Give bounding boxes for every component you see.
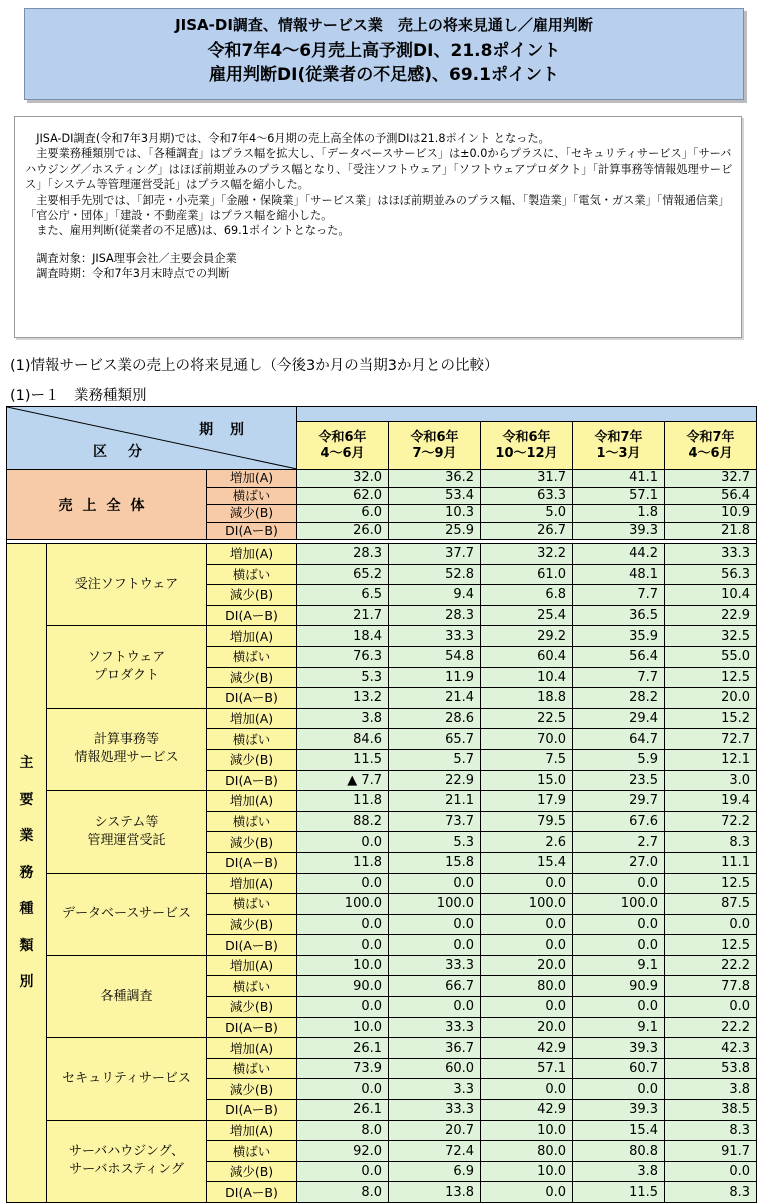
table-cell: 26.1	[297, 1038, 389, 1059]
business-type-label	[47, 1120, 207, 1202]
table-cell: 20.7	[389, 1120, 481, 1141]
table-cell: 56.4	[573, 646, 665, 667]
business-type-label	[47, 955, 207, 1037]
table-cell: 0.0	[665, 997, 757, 1018]
table-cell: 92.0	[297, 1141, 389, 1162]
banner-title-line3: 雇用判断DI(従業者の不足感)、69.1ポイント	[209, 65, 559, 85]
table-cell: 60.7	[573, 1058, 665, 1079]
table-cell: 8.0	[297, 1120, 389, 1141]
category-char: 務	[19, 864, 34, 881]
table-cell: 7.7	[573, 585, 665, 606]
table-cell: 15.4	[481, 852, 573, 873]
summary-box	[14, 116, 742, 338]
table-cell: 22.9	[665, 605, 757, 626]
table-cell: 17.9	[481, 791, 573, 812]
business-type-label	[47, 791, 207, 873]
table-cell: 29.4	[573, 708, 665, 729]
table-cell: 53.4	[389, 487, 481, 505]
business-type-line2: サーバホスティング	[69, 1162, 184, 1178]
period-header	[573, 422, 665, 470]
table-row	[7, 955, 757, 976]
row-label: 減少(B)	[207, 997, 297, 1018]
row-label: 横ばい	[207, 1058, 297, 1079]
table-cell: 19.4	[665, 791, 757, 812]
table-cell: 73.9	[297, 1058, 389, 1079]
period-header	[297, 422, 389, 470]
table-cell: 0.0	[297, 1079, 389, 1100]
table-cell: 29.2	[481, 626, 573, 647]
table-cell: 6.9	[389, 1161, 481, 1182]
row-label: DI(AーB)	[207, 1182, 297, 1203]
table-cell: 42.3	[665, 1038, 757, 1059]
table-cell: 0.0	[481, 873, 573, 894]
period-header-band	[297, 407, 757, 422]
row-label: 減少(B)	[207, 914, 297, 935]
row-label: 横ばい	[207, 729, 297, 750]
table-cell: ▲ 7.7	[297, 770, 389, 791]
table-cell: 0.0	[297, 1161, 389, 1182]
table-cell: 37.7	[389, 544, 481, 565]
table-cell: 2.7	[573, 832, 665, 853]
row-label: 増加(A)	[207, 544, 297, 565]
table-cell: 73.7	[389, 811, 481, 832]
table-cell: 22.9	[389, 770, 481, 791]
row-label: 横ばい	[207, 646, 297, 667]
business-type-line1: 各種調査	[100, 988, 153, 1004]
table-cell: 79.5	[481, 811, 573, 832]
table-cell: 22.2	[665, 1017, 757, 1038]
table-cell: 32.2	[481, 544, 573, 565]
period-year: 令和6年	[502, 429, 551, 445]
row-label: 横ばい	[207, 811, 297, 832]
table-cell: 26.1	[297, 1100, 389, 1121]
table-cell: 0.0	[297, 997, 389, 1018]
table-cell: 26.7	[481, 522, 573, 540]
business-type-line1: 計算事務等	[93, 732, 159, 748]
table-cell: 91.7	[665, 1141, 757, 1162]
row-label: 減少(B)	[207, 749, 297, 770]
table-cell: 42.9	[481, 1100, 573, 1121]
table-cell: 32.5	[665, 626, 757, 647]
subsection-title: (1)ー１ 業務種類別	[10, 388, 147, 404]
row-label: DI(AーB)	[207, 688, 297, 709]
period-year: 令和6年	[318, 429, 367, 445]
category-char: 別	[19, 974, 34, 991]
row-label: DI(AーB)	[207, 1100, 297, 1121]
table-cell: 29.7	[573, 791, 665, 812]
table-cell: 3.8	[665, 1079, 757, 1100]
table-row	[7, 873, 757, 894]
table-cell: 12.5	[665, 667, 757, 688]
table-cell: 28.3	[297, 544, 389, 565]
table-cell: 5.7	[389, 749, 481, 770]
category-char: 主	[19, 755, 34, 772]
table-cell: 22.2	[665, 955, 757, 976]
table-cell: 11.5	[297, 749, 389, 770]
table-cell: 12.5	[665, 873, 757, 894]
table-cell: 10.0	[481, 1161, 573, 1182]
row-label: 減少(B)	[207, 1079, 297, 1100]
row-label: 横ばい	[207, 976, 297, 997]
row-label: DI(AーB)	[207, 605, 297, 626]
table-cell: 20.0	[481, 1017, 573, 1038]
table-row	[7, 791, 757, 812]
table-cell: 0.0	[665, 914, 757, 935]
table-cell: 11.9	[389, 667, 481, 688]
table-cell: 28.3	[389, 605, 481, 626]
table-cell: 10.4	[665, 585, 757, 606]
table-cell: 0.0	[573, 1079, 665, 1100]
table-cell: 57.1	[573, 487, 665, 505]
banner-title-line2: 令和7年4～6月売上高予測DI、21.8ポイント	[207, 41, 561, 61]
table-cell: 7.7	[573, 667, 665, 688]
row-label: 減少(B)	[207, 585, 297, 606]
row-label: 減少(B)	[207, 832, 297, 853]
table-cell: 0.0	[297, 914, 389, 935]
row-label: 増加(A)	[207, 626, 297, 647]
table-cell: 0.0	[481, 997, 573, 1018]
table-cell: 21.4	[389, 688, 481, 709]
table-cell: 53.8	[665, 1058, 757, 1079]
table-cell: 8.0	[297, 1182, 389, 1203]
table-cell: 6.5	[297, 585, 389, 606]
table-cell: 10.0	[297, 1017, 389, 1038]
table-cell: 12.1	[665, 749, 757, 770]
table-cell: 15.0	[481, 770, 573, 791]
period-year: 令和6年	[410, 429, 459, 445]
period-months: 4～6月	[320, 445, 365, 461]
business-type-line1: 受注ソフトウェア	[74, 576, 179, 592]
table-cell: 0.0	[573, 914, 665, 935]
table-cell: 11.8	[297, 852, 389, 873]
table-cell: 15.4	[573, 1120, 665, 1141]
table-cell: 54.8	[389, 646, 481, 667]
category-vertical-label	[7, 544, 47, 1203]
table-cell: 28.2	[573, 688, 665, 709]
table-cell: 48.1	[573, 564, 665, 585]
title-banner	[24, 8, 744, 100]
table-cell: 21.8	[665, 522, 757, 540]
table-cell: 80.0	[481, 976, 573, 997]
table-cell: 65.2	[297, 564, 389, 585]
table-cell: 26.0	[297, 522, 389, 540]
sales-outlook-table	[6, 406, 757, 1203]
survey-target: 調査対象：JISA理事会社／主要会員企業	[36, 251, 237, 265]
table-cell: 3.0	[665, 770, 757, 791]
table-cell: 80.8	[573, 1141, 665, 1162]
sales-total-label: 売上全体	[7, 470, 207, 540]
business-type-line1: セキュリティサービス	[62, 1070, 191, 1086]
period-months: 1～3月	[596, 445, 641, 461]
table-cell: 72.4	[389, 1141, 481, 1162]
table-cell: 100.0	[297, 894, 389, 915]
table-cell: 41.1	[573, 470, 665, 488]
table-cell: 33.3	[389, 626, 481, 647]
row-label: 横ばい	[207, 564, 297, 585]
table-cell: 32.0	[297, 470, 389, 488]
table-cell: 57.1	[481, 1058, 573, 1079]
table-row	[7, 470, 757, 488]
row-label: 増加(A)	[207, 1038, 297, 1059]
table-cell: 88.2	[297, 811, 389, 832]
table-cell: 8.3	[665, 1182, 757, 1203]
row-label: DI(AーB)	[207, 852, 297, 873]
table-cell: 33.3	[389, 955, 481, 976]
table-cell: 10.0	[481, 1120, 573, 1141]
table-cell: 3.8	[297, 708, 389, 729]
table-cell: 76.3	[297, 646, 389, 667]
row-label: 横ばい	[207, 487, 297, 505]
banner-title-line1: JISA-DI調査、情報サービス業 売上の将来見通し／雇用判断	[175, 16, 593, 34]
table-cell: 21.7	[297, 605, 389, 626]
business-type-line2: 管理運営受託	[87, 832, 166, 848]
table-cell: 5.3	[297, 667, 389, 688]
table-cell: 42.9	[481, 1038, 573, 1059]
table-cell: 72.7	[665, 729, 757, 750]
business-type-line1: ソフトウェア	[87, 650, 166, 666]
period-months: 4～6月	[688, 445, 733, 461]
table-cell: 39.3	[573, 1038, 665, 1059]
period-months: 7～9月	[412, 445, 457, 461]
table-cell: 31.7	[481, 470, 573, 488]
table-cell: 9.1	[573, 955, 665, 976]
table-cell: 90.9	[573, 976, 665, 997]
table-cell: 9.4	[389, 585, 481, 606]
table-cell: 5.0	[481, 505, 573, 523]
table-cell: 55.0	[665, 646, 757, 667]
table-cell: 100.0	[573, 894, 665, 915]
category-char: 業	[19, 828, 34, 845]
table-cell: 0.0	[481, 914, 573, 935]
table-cell: 77.8	[665, 976, 757, 997]
table-cell: 100.0	[481, 894, 573, 915]
table-cell: 10.3	[389, 505, 481, 523]
table-cell: 36.5	[573, 605, 665, 626]
table-cell: 3.3	[389, 1079, 481, 1100]
section-title: (1)情報サービス業の売上の将来見通し（今後3か月の当期3か月との比較）	[10, 358, 499, 374]
table-cell: 0.0	[573, 997, 665, 1018]
table-cell: 35.9	[573, 626, 665, 647]
table-cell: 33.3	[389, 1017, 481, 1038]
table-cell: 1.8	[573, 505, 665, 523]
row-label: 増加(A)	[207, 873, 297, 894]
business-type-line1: データベースサービス	[61, 906, 192, 922]
row-label: 増加(A)	[207, 791, 297, 812]
category-char: 種	[19, 901, 34, 918]
table-cell: 15.2	[665, 708, 757, 729]
diagonal-line	[7, 407, 297, 469]
table-cell: 25.4	[481, 605, 573, 626]
business-type-label	[47, 1038, 207, 1120]
table-cell: 15.8	[389, 852, 481, 873]
table-cell: 63.3	[481, 487, 573, 505]
table-row	[7, 708, 757, 729]
table-cell: 0.0	[297, 832, 389, 853]
survey-period: 調査時期：令和7年3月末時点での判断	[36, 267, 230, 281]
table-cell: 27.0	[573, 852, 665, 873]
business-type-line2: 情報処理サービス	[74, 750, 179, 766]
table-cell: 0.0	[389, 914, 481, 935]
period-year: 令和7年	[594, 429, 643, 445]
table-cell: 0.0	[481, 1182, 573, 1203]
table-cell: 32.7	[665, 470, 757, 488]
table-cell: 62.0	[297, 487, 389, 505]
table-cell: 84.6	[297, 729, 389, 750]
table-cell: 11.8	[297, 791, 389, 812]
table-cell: 11.5	[573, 1182, 665, 1203]
table-cell: 90.0	[297, 976, 389, 997]
period-months: 10～12月	[495, 445, 558, 461]
table-cell: 2.6	[481, 832, 573, 853]
summary-paragraph: 主要相手先別では、「卸売・小売業」「金融・保険業」「サービス業」はほぼ前期並みのプラス幅、「製造業」「電気・ガス業」「情報通信業」「官公庁・団体」「建設・不動産業」はプラス幅を縮小した。	[25, 193, 730, 223]
table-cell: 61.0	[481, 564, 573, 585]
table-cell: 87.5	[665, 894, 757, 915]
table-cell: 5.3	[389, 832, 481, 853]
table-cell: 65.7	[389, 729, 481, 750]
table-cell: 13.8	[389, 1182, 481, 1203]
table-cell: 60.4	[481, 646, 573, 667]
summary-paragraph: 主要業務種類別では、「各種調査」はプラス幅を拡大し、「データベースサービス」は±0.0からプラスに、「セキュリティサービス」「サーバハウジング／ホスティング」はほぼ前期並みのプラス幅となり、「受注ソフトウェア」「ソフトウェアプロダクト」「計算事務等情報処理サービス」「システム等管理運営受託」はプラス幅を縮小した。	[25, 147, 733, 192]
table-cell: 8.3	[665, 832, 757, 853]
business-type-label	[47, 544, 207, 626]
row-label: 増加(A)	[207, 708, 297, 729]
table-cell: 39.3	[573, 1100, 665, 1121]
category-char: 要	[19, 791, 34, 808]
table-cell: 13.2	[297, 688, 389, 709]
table-row	[7, 544, 757, 565]
table-cell: 72.2	[665, 811, 757, 832]
table-cell: 22.5	[481, 708, 573, 729]
table-cell: 18.4	[297, 626, 389, 647]
table-cell: 0.0	[481, 935, 573, 956]
category-char: 類	[19, 937, 34, 954]
table-cell: 10.9	[665, 505, 757, 523]
table-cell: 6.8	[481, 585, 573, 606]
table-cell: 39.3	[573, 522, 665, 540]
period-header	[389, 422, 481, 470]
table-cell: 10.0	[297, 955, 389, 976]
table-cell: 0.0	[573, 873, 665, 894]
table-cell: 36.7	[389, 1038, 481, 1059]
table-cell: 67.6	[573, 811, 665, 832]
row-label: 横ばい	[207, 894, 297, 915]
category-header-label: 区 分	[93, 444, 150, 460]
table-row	[7, 1120, 757, 1141]
row-label: 減少(B)	[207, 505, 297, 523]
table-cell: 25.9	[389, 522, 481, 540]
table-cell: 64.7	[573, 729, 665, 750]
table-cell: 0.0	[573, 935, 665, 956]
table-cell: 12.5	[665, 935, 757, 956]
table-cell: 10.4	[481, 667, 573, 688]
table-cell: 0.0	[389, 935, 481, 956]
table-cell: 3.8	[573, 1161, 665, 1182]
table-cell: 0.0	[297, 873, 389, 894]
table-cell: 6.0	[297, 505, 389, 523]
table-cell: 8.3	[665, 1120, 757, 1141]
table-cell: 0.0	[665, 1161, 757, 1182]
row-label: DI(AーB)	[207, 770, 297, 791]
row-label: DI(AーB)	[207, 522, 297, 540]
table-cell: 33.3	[665, 544, 757, 565]
table-cell: 0.0	[389, 997, 481, 1018]
header-corner	[7, 407, 297, 470]
summary-paragraph: JISA-DI調査(令和7年3月期)では、令和7年4～6月期の売上高全体の予測DIは21.8ポイント となった。	[36, 132, 550, 145]
table-cell: 0.0	[297, 935, 389, 956]
table-cell: 33.3	[389, 1100, 481, 1121]
table-cell: 38.5	[665, 1100, 757, 1121]
business-type-label	[47, 873, 207, 955]
business-type-line1: システム等	[94, 814, 159, 830]
period-header	[481, 422, 573, 470]
table-cell: 0.0	[481, 1079, 573, 1100]
table-cell: 100.0	[389, 894, 481, 915]
table-cell: 5.9	[573, 749, 665, 770]
table-cell: 7.5	[481, 749, 573, 770]
table-cell: 66.7	[389, 976, 481, 997]
table-cell: 44.2	[573, 544, 665, 565]
table-cell: 18.8	[481, 688, 573, 709]
table-cell: 56.4	[665, 487, 757, 505]
table-cell: 56.3	[665, 564, 757, 585]
row-label: DI(AーB)	[207, 1017, 297, 1038]
table-row	[7, 626, 757, 647]
row-label: 横ばい	[207, 1141, 297, 1162]
row-label: 増加(A)	[207, 955, 297, 976]
table-cell: 11.1	[665, 852, 757, 873]
row-label: 増加(A)	[207, 1120, 297, 1141]
table-cell: 80.0	[481, 1141, 573, 1162]
table-cell: 21.1	[389, 791, 481, 812]
row-label: 増加(A)	[207, 470, 297, 488]
summary-paragraph: また、雇用判断(従業者の不足感)は、69.1ポイントとなった。	[36, 224, 350, 238]
business-type-line2: プロダクト	[93, 668, 159, 684]
table-cell: 23.5	[573, 770, 665, 791]
period-header	[665, 422, 757, 470]
table-cell: 36.2	[389, 470, 481, 488]
business-type-line1: サーバハウジング、	[68, 1144, 185, 1160]
table-cell: 28.6	[389, 708, 481, 729]
table-cell: 70.0	[481, 729, 573, 750]
table-cell: 20.0	[481, 955, 573, 976]
business-type-label	[47, 626, 207, 708]
period-year: 令和7年	[686, 429, 735, 445]
period-header-label: 期 別	[199, 422, 251, 438]
table-cell: 60.0	[389, 1058, 481, 1079]
table-cell: 52.8	[389, 564, 481, 585]
row-label: 減少(B)	[207, 667, 297, 688]
table-cell: 20.0	[665, 688, 757, 709]
table-row	[7, 1038, 757, 1059]
table-cell: 0.0	[389, 873, 481, 894]
table-cell: 9.1	[573, 1017, 665, 1038]
row-label: DI(AーB)	[207, 935, 297, 956]
row-label: 減少(B)	[207, 1161, 297, 1182]
business-type-label	[47, 708, 207, 790]
